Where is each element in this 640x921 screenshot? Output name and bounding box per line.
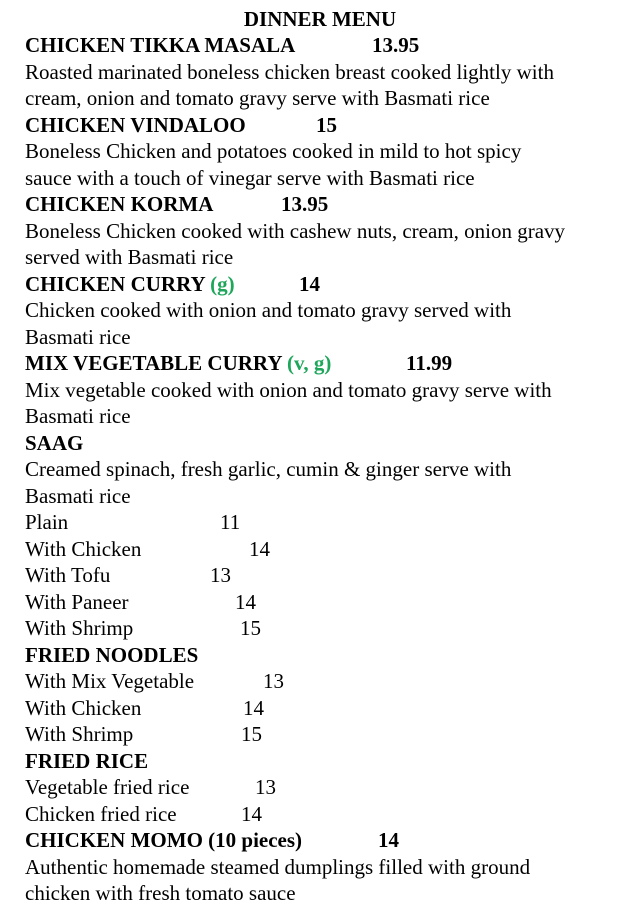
item-description: Mix vegetable cooked with onion and tomato gravy serve with — [25, 377, 552, 402]
item-name: FRIED RICE — [25, 748, 149, 773]
option-label: With Chicken — [25, 695, 142, 720]
option-price: 13 — [255, 775, 276, 799]
item-price: 13.95 — [281, 192, 329, 216]
item-name: MIX VEGETABLE CURRY — [25, 351, 282, 375]
menu-item-heading — [25, 827, 630, 854]
menu-item-heading — [25, 430, 630, 457]
option-row — [25, 774, 630, 801]
menu-item-heading — [25, 32, 630, 59]
item-name: CHICKEN CURRY — [25, 271, 205, 296]
option-price: 14 — [249, 536, 270, 561]
menu-item-heading — [25, 642, 630, 669]
item-description: Basmati rice — [25, 324, 131, 349]
item-name: CHICKEN MOMO (10 pieces) — [25, 828, 303, 852]
menu-item-heading — [25, 112, 630, 139]
item-description: Authentic homemade steamed dumplings filled with ground — [25, 854, 531, 879]
item-description: Boneless Chicken and potatoes cooked in mild to hot spicy — [25, 139, 522, 163]
option-label: With Chicken — [25, 536, 142, 561]
item-price: 13.95 — [372, 33, 420, 57]
option-price: 11 — [220, 510, 241, 534]
option-label: With Shrimp — [25, 616, 134, 640]
option-row — [25, 562, 630, 589]
option-label: Plain — [25, 510, 69, 534]
item-description: chicken with fresh tomato sauce — [25, 881, 296, 905]
option-price: 13 — [263, 669, 284, 693]
option-row — [25, 801, 630, 828]
menu-item-heading — [25, 350, 630, 377]
item-description: Basmati rice — [25, 483, 131, 508]
option-row — [25, 615, 630, 642]
option-label: With Shrimp — [25, 722, 134, 746]
item-name: CHICKEN KORMA — [25, 192, 214, 216]
option-price: 15 — [241, 722, 262, 746]
menu-content — [25, 32, 630, 907]
item-price: 14 — [299, 271, 320, 296]
option-row — [25, 589, 630, 616]
item-description: cream, onion and tomato gravy serve with Basmati rice — [25, 86, 490, 110]
menu-item-heading — [25, 748, 630, 775]
item-name: FRIED NOODLES — [25, 642, 199, 667]
item-description: sauce with a touch of vinegar serve with Basmati rice — [25, 165, 475, 190]
option-label: With Tofu — [25, 563, 111, 587]
option-row — [25, 721, 630, 748]
menu-item-heading — [25, 271, 630, 298]
option-price: 15 — [240, 616, 261, 640]
menu-title: DINNER MENU — [243, 7, 397, 31]
option-price: 14 — [241, 801, 262, 826]
option-row — [25, 695, 630, 722]
item-price: 14 — [378, 828, 399, 852]
option-price: 14 — [235, 589, 256, 614]
option-row — [25, 668, 630, 695]
item-description: Basmati rice — [25, 404, 131, 428]
option-price: 13 — [210, 563, 231, 587]
menu-item-heading — [25, 191, 630, 218]
item-price: 11.99 — [406, 351, 453, 375]
item-description: Chicken cooked with onion and tomato gravy served with — [25, 298, 512, 322]
item-description: Roasted marinated boneless chicken breast cooked lightly with — [25, 59, 554, 84]
item-description: Creamed spinach, fresh garlic, cumin & ginger serve with — [25, 457, 512, 481]
option-label: With Paneer — [25, 589, 129, 614]
item-name: CHICKEN TIKKA MASALA — [25, 33, 296, 57]
option-price: 14 — [243, 695, 264, 720]
item-description: Boneless Chicken cooked with cashew nuts, cream, onion gravy — [25, 218, 566, 243]
option-label: Chicken fried rice — [25, 801, 177, 826]
option-label: Vegetable fried rice — [25, 775, 190, 799]
dietary-tag: (v, g) — [287, 351, 332, 375]
dietary-tag: (g) — [210, 271, 235, 296]
item-description: served with Basmati rice — [25, 245, 234, 269]
option-label: With Mix Vegetable — [25, 669, 195, 693]
option-row — [25, 536, 630, 563]
item-price: 15 — [316, 112, 337, 137]
item-name: CHICKEN VINDALOO — [25, 112, 246, 137]
item-name: SAAG — [25, 430, 84, 455]
option-row — [25, 509, 630, 536]
